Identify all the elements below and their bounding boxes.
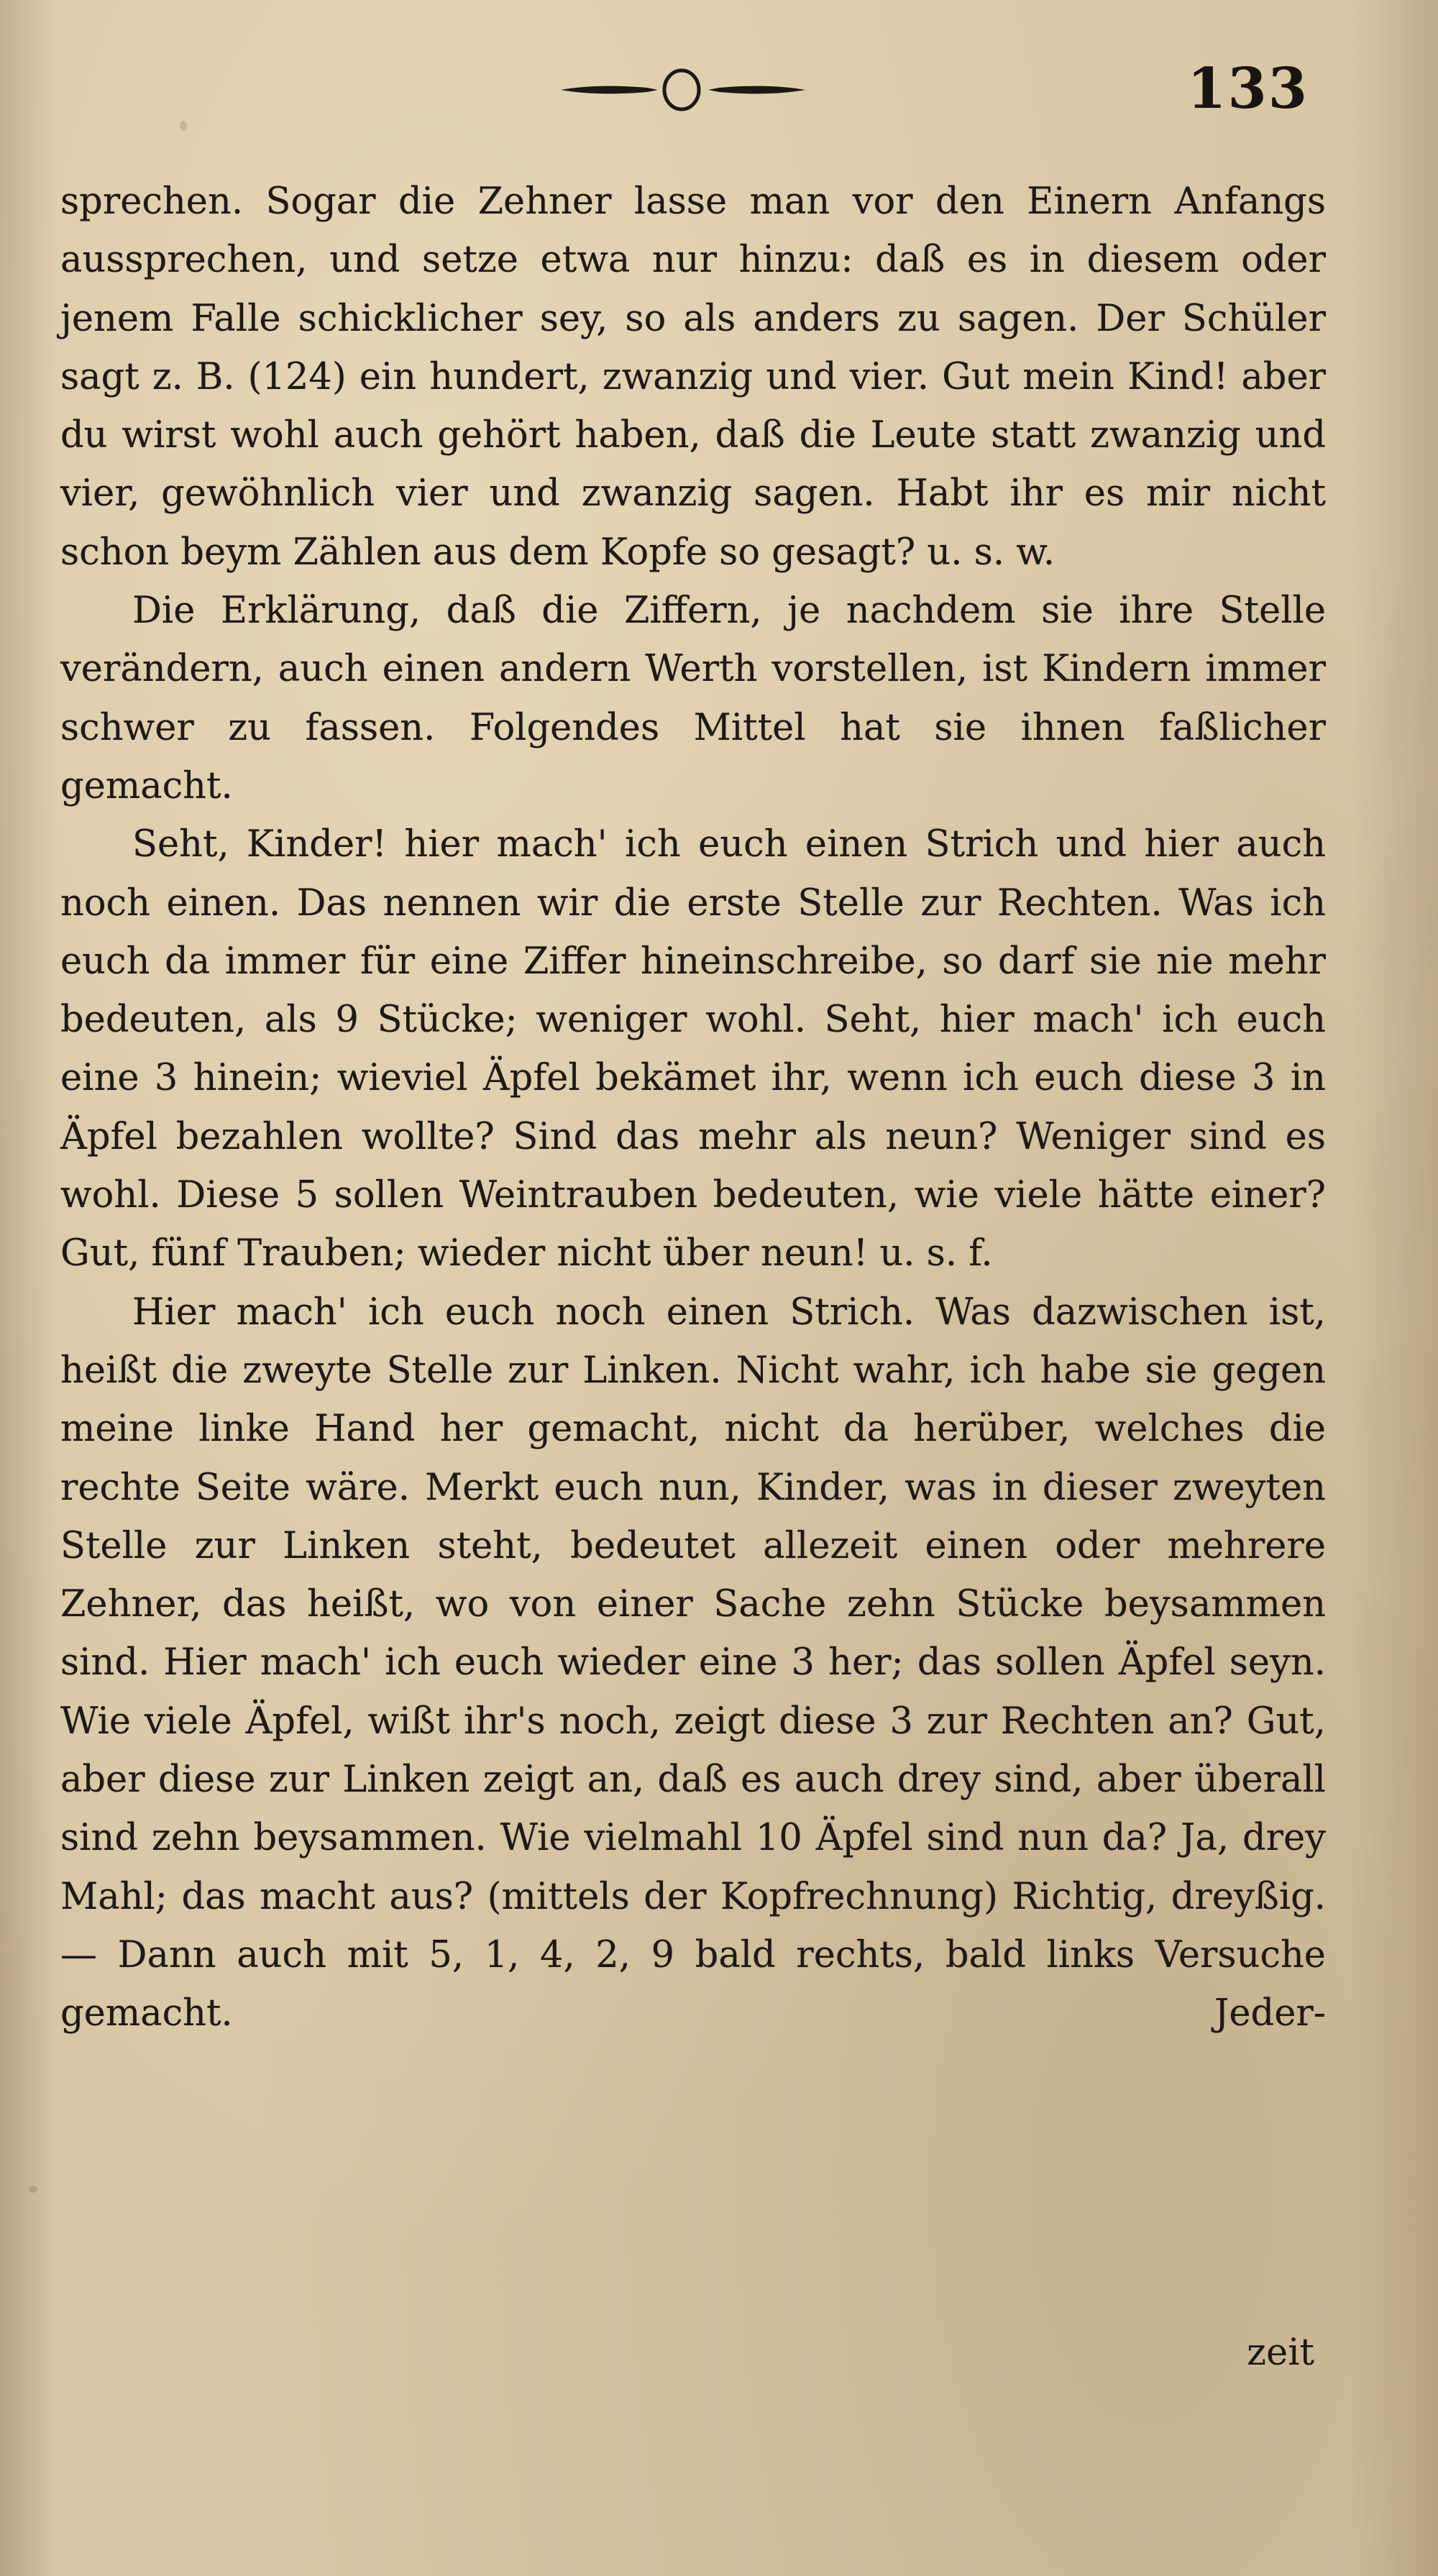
paragraph: Seht, Kinder! hier mach' ich euch einen Strich und hier auch noch einen. Das nennen wir die erste Stelle zur Rechten. Was ich euch da immer für eine Ziffer hineinschreibe, so darf sie nie mehr bedeuten, als 9 Stücke; weniger wohl. Seht, hier mach' ich euch eine 3 hinein; wieviel Äpfel bekämet ihr, wenn ich euch diese 3 in Äpfel bezahlen wollte? Sind das mehr als neun? Weniger sind es wohl. Diese 5 sollen Weintrauben bedeuten, wie viele hätte einer? Gut, fünf Trauben; wieder nicht über neun! u. s. f. <box>60 823 1326 1275</box>
paragraph: sprechen. Sogar die Zehner lasse man vor den Einern Anfangs aussprechen, und setze etwa nur hinzu: daß es in diesem oder jenem Falle schicklicher sey, so als anders zu sagen. Der Schüler sagt z. B. (124) ein hundert, zwanzig und vier. Gut mein Kind! aber du wirst wohl auch gehört haben, daß die Leute statt zwanzig und vier, gewöhnlich vier und zwanzig sagen. Habt ihr es mir nicht schon beym Zählen aus dem Kopfe so gesagt? u. s. w. <box>60 180 1326 574</box>
paper-stain <box>29 2186 37 2193</box>
body-text <box>60 173 1326 2043</box>
paragraph: Die Erklärung, daß die Ziffern, je nachdem sie ihre Stelle verändern, auch einen andern Werth vorstellen, ist Kindern immer schwer zu fassen. Folgendes Mittel hat sie ihnen faßlicher gemacht. <box>60 590 1326 807</box>
page-header <box>0 56 1438 121</box>
header-ornament <box>554 65 812 115</box>
paragraph: Hier mach' ich euch noch einen Strich. Was dazwischen ist, heißt die zweyte Stelle zur Linken. Nicht wahr, ich habe sie gegen meine linke Hand her gemacht, nicht da herüber, welches die rechte Seite wäre. Merkt euch nun, Kinder, was in dieser zweyten Stelle zur Linken steht, bedeutet allezeit einen oder mehrere Zehner, das heißt, wo von einer Sache zehn Stücke beysammen sind. Hier mach' ich euch wieder eine 3 her; das sollen Äpfel seyn. Wie viele Äpfel, wißt ihr's noch, zeigt diese 3 zur Rechten an? Gut, aber diese zur Linken zeigt an, daß es auch drey sind, aber überall sind zehn beysammen. Wie vielmahl 10 Äpfel sind nun da? Ja, drey Mahl; das macht aus? (mittels der Kopfrechnung) Richtig, dreyßig. — Dann auch mit 5, 1, 4, 2, 9 bald rechts, bald links Versuche gemacht. Jeder- <box>60 1291 1326 2035</box>
paper-stain <box>180 121 187 131</box>
page-number: 133 <box>1187 56 1309 122</box>
catchword: zeit <box>1247 2332 1314 2374</box>
